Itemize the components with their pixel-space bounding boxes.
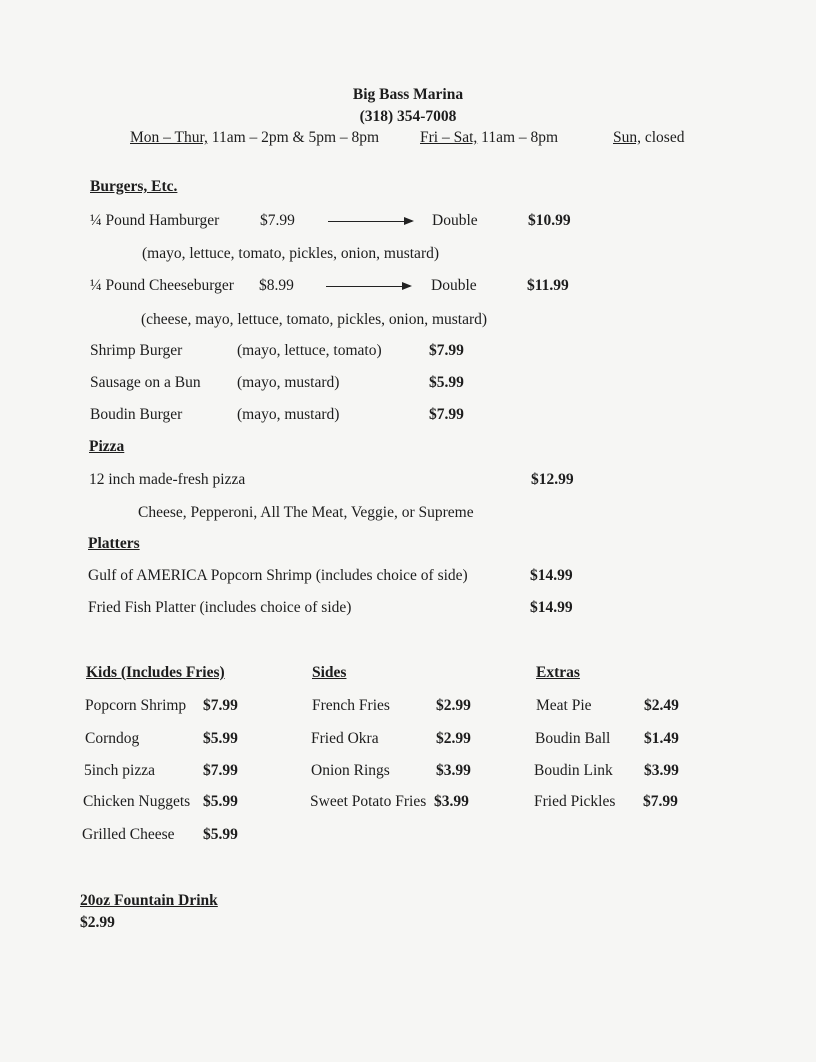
pizza-name: 12 inch made-fresh pizza <box>89 471 246 488</box>
platter-name: Fried Fish Platter (includes choice of side) <box>88 599 352 616</box>
burger-item-name: Shrimp Burger <box>90 342 183 359</box>
hours-sunday: Sun, closed <box>613 129 685 146</box>
arrow-icon <box>326 286 410 287</box>
sides-item-price: $3.99 <box>436 762 471 779</box>
kids-item-price: $7.99 <box>203 697 238 714</box>
hours-weekday: Mon – Thur, 11am – 2pm & 5pm – 8pm <box>130 129 380 146</box>
cheeseburger-double-price: $11.99 <box>527 277 569 294</box>
hamburger-toppings: (mayo, lettuce, tomato, pickles, onion, mustard) <box>142 245 440 262</box>
cheeseburger-toppings: (cheese, mayo, lettuce, tomato, pickles, onion, mustard) <box>141 311 488 328</box>
section-title-pizza: Pizza <box>89 438 125 455</box>
hamburger-name: ¼ Pound Hamburger <box>90 212 220 229</box>
kids-item-name: Grilled Cheese <box>82 826 175 843</box>
section-title-sides: Sides <box>312 664 347 681</box>
extras-item-name: Boudin Ball <box>535 730 611 747</box>
burger-item-price: $7.99 <box>429 406 464 423</box>
sides-item-price: $2.99 <box>436 697 471 714</box>
drink-title: 20oz Fountain Drink <box>80 892 218 909</box>
platter-price: $14.99 <box>530 567 573 584</box>
extras-item-name: Boudin Link <box>534 762 613 779</box>
extras-item-name: Meat Pie <box>536 697 592 714</box>
burger-item-desc: (mayo, mustard) <box>237 406 340 423</box>
kids-item-price: $5.99 <box>203 826 238 843</box>
hamburger-double-label: Double <box>432 212 478 229</box>
sides-item-name: Fried Okra <box>311 730 379 747</box>
kids-item-name: Popcorn Shrimp <box>85 697 187 714</box>
extras-item-price: $3.99 <box>644 762 679 779</box>
sides-item-price: $3.99 <box>434 793 469 810</box>
extras-item-name: Fried Pickles <box>534 793 616 810</box>
drink-price: $2.99 <box>80 914 115 931</box>
sides-item-price: $2.99 <box>436 730 471 747</box>
platter-price: $14.99 <box>530 599 573 616</box>
arrow-icon <box>328 221 412 222</box>
kids-item-price: $5.99 <box>203 730 238 747</box>
burger-item-desc: (mayo, lettuce, tomato) <box>237 342 382 359</box>
section-title-kids: Kids (Includes Fries) <box>86 664 225 681</box>
kids-item-name: Chicken Nuggets <box>83 793 191 810</box>
section-title-burgers: Burgers, Etc. <box>90 178 178 195</box>
platter-name: Gulf of AMERICA Popcorn Shrimp (includes choice of side) <box>88 567 468 584</box>
hamburger-double-price: $10.99 <box>528 212 571 229</box>
burger-item-name: Sausage on a Bun <box>90 374 201 391</box>
extras-item-price: $1.49 <box>644 730 679 747</box>
kids-item-price: $5.99 <box>203 793 238 810</box>
restaurant-phone: (318) 354-7008 <box>359 108 457 125</box>
pizza-options: Cheese, Pepperoni, All The Meat, Veggie, or Supreme <box>138 504 474 521</box>
burger-item-name: Boudin Burger <box>90 406 183 423</box>
sides-item-name: Sweet Potato Fries <box>310 793 427 810</box>
restaurant-name: Big Bass Marina <box>352 86 464 103</box>
burger-item-desc: (mayo, mustard) <box>237 374 340 391</box>
sides-item-name: French Fries <box>312 697 390 714</box>
cheeseburger-double-label: Double <box>431 277 477 294</box>
hamburger-price: $7.99 <box>260 212 295 229</box>
section-title-platters: Platters <box>88 535 140 552</box>
extras-item-price: $7.99 <box>643 793 678 810</box>
extras-item-price: $2.49 <box>644 697 679 714</box>
hours-weekend: Fri – Sat, 11am – 8pm <box>420 129 559 146</box>
pizza-price: $12.99 <box>531 471 574 488</box>
burger-item-price: $5.99 <box>429 374 464 391</box>
cheeseburger-price: $8.99 <box>259 277 294 294</box>
kids-item-name: Corndog <box>85 730 140 747</box>
sides-item-name: Onion Rings <box>311 762 390 779</box>
burger-item-price: $7.99 <box>429 342 464 359</box>
kids-item-name: 5inch pizza <box>84 762 156 779</box>
cheeseburger-name: ¼ Pound Cheeseburger <box>90 277 234 294</box>
kids-item-price: $7.99 <box>203 762 238 779</box>
section-title-extras: Extras <box>536 664 580 681</box>
